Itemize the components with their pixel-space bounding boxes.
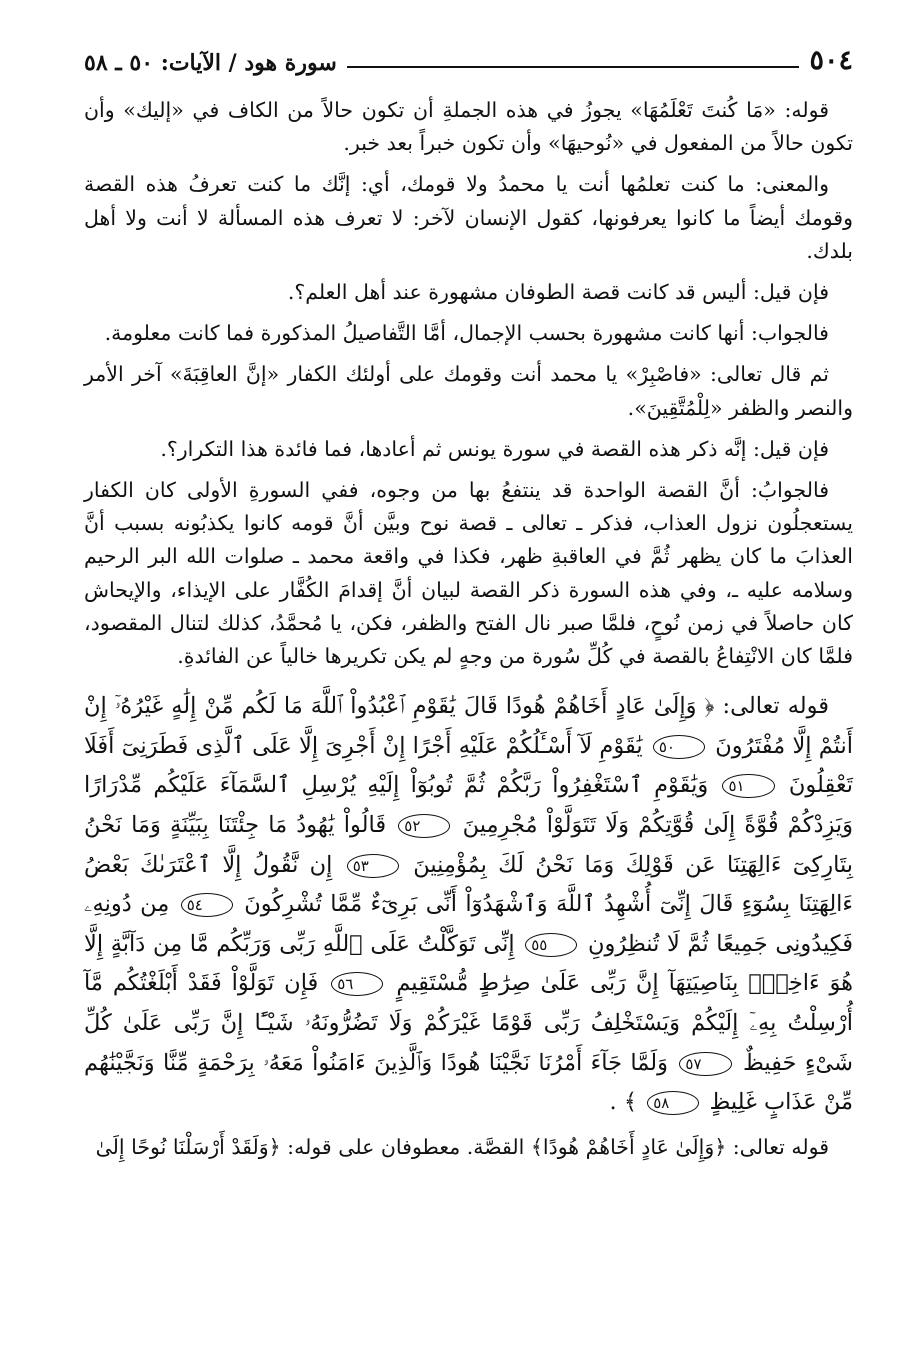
paragraph-grammar: قوله: «مَا كُنتَ تَعْلَمُهَا» يجوزُ في هذه الجملةِ أن تكون حالاً من الكاف في «إليك» وأن تكون حالاً من المفعول في «نُوحيهَا» وأن تكون خبراً بعد خبر. <box>84 98 853 156</box>
header-rule <box>347 66 800 68</box>
paragraph-closing: قوله تعالى: ﴿وَإِلَىٰ عَادٍ أَخَاهُمْ هُودًا﴾ القصَّة. معطوفان على قوله: ﴿وَلَقَدْ أَرْسَلْنَا نُوحًا إِلَىٰ <box>95 1134 829 1159</box>
page-body <box>84 94 853 1164</box>
running-title: سورة هود / الآيات: ٥٠ ـ ٥٨ <box>84 50 337 76</box>
verse-54-text: إِن نَّقُولُ إِلَّا ٱعْتَرَىٰكَ بَعْضُ ءَالِهَتِنَا بِسُوٓءٍ قَالَ إِنِّىٓ أُشْهِدُ ٱللَّهَ وَٱشْهَدُوٓاْ أَنِّى بَرِىٓءٌ مِّمَّا تُشْرِكُونَ <box>84 851 853 918</box>
ayah-number-marker: ٥١ <box>722 774 774 798</box>
verses-intro: قوله تعالى: <box>722 693 830 720</box>
paragraph-meaning: والمعنى: ما كنت تعلمُها أنت يا محمدُ ولا قومك، أي: إنَّك ما كنت تعرفُ هذه القصة وقومك أيضاً ما كانوا يعرفونها، كقول الإنسان لآخر: لا تعرف هذه المسألة لا أنت ولا أهل بلدك. <box>84 172 853 263</box>
paragraph-answer-1: فالجواب: أنها كانت مشهورة بحسب الإجمال، أمَّا التَّفاصيلُ المذكورة فما كانت معلومة. <box>104 321 829 346</box>
ayah-number-marker: ٥٢ <box>398 814 450 838</box>
verse-53-text: قَالُواْ يَٰهُودُ مَا جِئْتَنَا بِبَيِّنَةٍ وَمَا نَحْنُ بِتَارِكِىٓ ءَالِهَتِنَا عَن قَوْلِكَ وَمَا نَحْنُ لَكَ بِمُؤْمِنِينَ <box>84 812 853 878</box>
ayah-number-marker: ٥٠ <box>653 735 705 759</box>
verses-open-bracket: ﴿ <box>704 693 715 720</box>
paragraph-question-2: فإن قيل: إنَّه ذكر هذه القصة في سورة يونس ثم أعادها، فما فائدة هذا التكرار؟. <box>160 436 829 461</box>
ayah-number-marker: ٥٧ <box>679 1052 731 1076</box>
verse-55-text: مِن دُونِهِۦ فَكِيدُونِى جَمِيعًا ثُمَّ لَا تُنظِرُونِ <box>84 891 853 957</box>
verses-close-bracket: ﴾ <box>623 1089 638 1116</box>
ayah-number-marker: ٥٨ <box>647 1091 699 1115</box>
verse-50-text: وَإِلَىٰ عَادٍ أَخَاهُمْ هُودًا قَالَ يَٰقَوْمِ ٱعْبُدُواْ ٱللَّهَ مَا لَكُم مِّنْ إِلَٰهٍ غَيْرُهُۥٓ إِنْ أَنتُمْ إِلَّا مُفْتَرُونَ <box>84 693 854 759</box>
verses-end-mark: . <box>609 1089 617 1116</box>
verse-57-text: فَإِن تَوَلَّوْاْ فَقَدْ أَبْلَغْتُكُم مَّآ أُرْسِلْتُ بِهِۦٓ إِلَيْكُمْ وَيَسْتَخْلِفُ رَبِّى قَوْمًا غَيْرَكُمْ وَلَا تَضُرُّونَهُۥ شَيْـًٔا إِنَّ رَبِّى عَلَىٰ كُلِّ شَىْءٍ حَفِيظٌ <box>84 970 854 1076</box>
ayah-number-marker: ٥٣ <box>347 854 399 878</box>
verse-52-text: وَيَٰقَوْمِ ٱسْتَغْفِرُواْ رَبَّكُمْ ثُمَّ تُوبُوٓاْ إِلَيْهِ يُرْسِلِ ٱلسَّمَآءَ عَلَيْكُم مِّدْرَارًا وَيَزِدْكُمْ قُوَّةً إِلَىٰ قُوَّتِكُمْ وَلَا تَتَوَلَّوْاْ مُجْرِمِينَ <box>84 772 854 839</box>
page-header <box>84 36 853 76</box>
verse-56-text: إِنِّى تَوَكَّلْتُ عَلَى ٱللَّهِ رَبِّى وَرَبِّكُم مَّا مِن دَآبَّةٍ إِلَّا هُوَ ءَاخِذٌۢ بِنَاصِيَتِهَآ إِنَّ رَبِّى عَلَىٰ صِرَٰطٍ مُّسْتَقِيمٍ <box>84 930 854 997</box>
quran-verses-block <box>84 687 853 1123</box>
paragraph-answer-2: فالجوابُ: أنَّ القصة الواحدة قد ينتفعُ بها من وجوه، ففي السورةِ الأولى كان الكفار يستعجلُون نزول العذاب، فذكر ـ تعالى ـ قصة نوح وبيَّن أنَّ قومه كانوا يكذبُونه بسبب أنَّ العذابَ ما كان يظهر ثُمَّ في العاقبةِ ظهر، فكذا في واقعة محمد ـ صلوات الله البر الرحيم وسلامه عليه ـ، وفي هذه السورة ذكر القصة لبيان أنَّ إقدامَ الكُفَّار على الإيذاء، والإيحاش كان حاصلاً في زمن نُوحٍ، فلمَّا صبر نال الفتح والظفر، فكن، يا مُحمَّدُ، كذلك لتنال المقصود، فلمَّا كان الانْتِفاعُ بالقصة في كُلِّ سُورة من وجهٍ لم يكن تكريرها خالياً عن الفائدةِ. <box>84 478 853 669</box>
verse-58-text: وَلَمَّا جَآءَ أَمْرُنَا نَجَّيْنَا هُودًا وَٱلَّذِينَ ءَامَنُواْ مَعَهُۥ بِرَحْمَةٍ مِّنَّا وَنَجَّيْنَٰهُم مِّنْ عَذَابٍ غَلِيظٍ <box>84 1049 853 1116</box>
ayah-number-marker: ٥٦ <box>331 972 383 996</box>
page-number: ٥٠٤ <box>809 45 853 76</box>
verse-51-text: يَٰقَوْمِ لَآ أَسْـَٔلُكُمْ عَلَيْهِ أَجْرًا إِنْ أَجْرِىَ إِلَّا عَلَى ٱلَّذِى فَطَرَنِىٓ أَفَلَا تَعْقِلُونَ <box>84 732 853 799</box>
ayah-number-marker: ٥٥ <box>525 933 577 957</box>
ayah-number-marker: ٥٤ <box>181 893 233 917</box>
paragraph-question-1: فإن قيل: أليس قد كانت قصة الطوفان مشهورة عند أهل العلم؟. <box>287 280 829 305</box>
paragraph-patience: ثم قال تعالى: «فاصْبِرْ» يا محمد أنت وقومك على أولئك الكفار «إنَّ العاقِبَةَ» آخر الأمر والنصر والظفر «لِلْمُتَّقِينَ». <box>84 362 853 420</box>
